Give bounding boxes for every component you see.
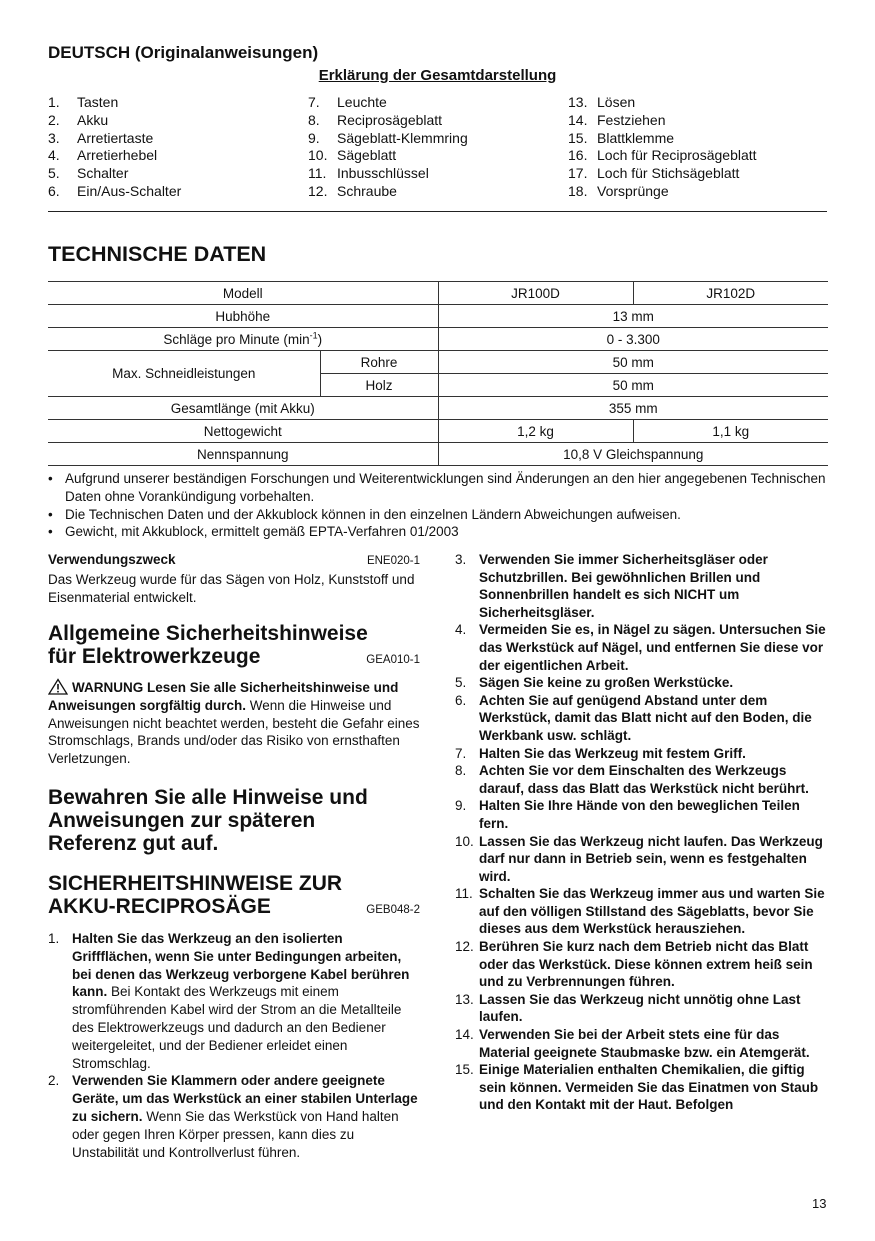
list-bold-text: Achten Sie auf genügend Abstand unter dem Werkstück, damit das Blatt nicht auf den Boden, die Werkbank usw. schlägt. [479,692,812,743]
table-cell: Hubhöhe [48,305,438,328]
keep-heading-line: Bewahren Sie alle Hinweise und [48,786,368,809]
table-row [48,282,828,305]
legend-label: Arretierhebel [77,147,158,164]
legend-item [48,130,181,148]
note-text: Gewicht, mit Akkublock, ermittelt gemäß EPTA-Verfahren 01/2003 [65,524,459,540]
legend-column-1 [48,94,181,201]
legend-num: 6. [48,182,60,199]
table-cell: Max. Schneidleistungen [48,351,320,397]
table-row [48,328,828,351]
note-text: Die Technischen Daten und der Akkublock können in den einzelnen Ländern Abweichungen aufweisen. [65,506,681,522]
table-cell: 50 mm [438,374,828,397]
table-cell: Modell [48,282,438,305]
list-item [455,833,830,886]
warning-icon [48,678,68,695]
list-bold-text: Halten Sie das Werkzeug mit festem Griff. [479,745,746,761]
spec-notes [48,470,838,541]
list-bold-text: Halten Sie Ihre Hände von den beweglichen Teilen fern. [479,798,800,831]
specific-safety-code: GEB048-2 [366,904,420,916]
list-bold-text: Verwenden Sie Klammern oder andere geeignete Geräte, um das Werkstück an einer stabilen Unterlage zu sichern. [72,1073,418,1124]
list-bold-text: Verwenden Sie bei der Arbeit stets eine für das Material geeignete Staubmaske bzw. ein Atemgerät. [479,1027,810,1060]
general-safety-code: GEA010-1 [366,654,420,666]
legend-label: Ein/Aus-Schalter [77,182,182,199]
list-item [455,938,830,991]
list-number: 5. [455,675,467,691]
note-item [48,506,838,524]
legend-title: Erklärung der Gesamtdarstellung [318,67,557,84]
general-safety-title-line2: für Elektrowerkzeuge [48,645,261,668]
legend-item [568,112,757,130]
list-number: 14. [455,1027,474,1043]
table-cell: Nennspannung [48,443,438,466]
page-number: 13 [812,1196,827,1211]
legend-label: Festziehen [597,111,666,128]
list-item [455,621,830,674]
legend-num: 14. [568,111,588,128]
legend-num: 3. [48,129,60,146]
legend-num: 11. [308,165,327,182]
table-cell: Rohre [320,351,438,374]
warning-text: Wenn die Hinweise und Anweisungen nicht beachtet werden, besteht die Gefahr eines Stromschlags, Brands und/oder das Risiko von ernsthaften Verletzungen. [48,697,420,767]
table-row [48,443,828,466]
table-cell: 1,1 kg [633,420,828,443]
intended-use-code: ENE020-1 [366,555,420,567]
legend-label: Sägeblatt [337,147,397,164]
list-bold-text: Achten Sie vor dem Einschalten des Werkzeugs darauf, dass das Blatt das Werkstück nicht berührt. [479,763,809,796]
list-number: 3. [455,552,467,567]
legend-label: Reciprosägeblatt [337,111,443,128]
general-safety-heading [48,622,420,672]
table-cell: 13 mm [438,305,828,328]
legend-num: 2. [48,111,60,128]
legend-num: 17. [568,165,588,182]
legend-label: Loch für Reciprosägeblatt [597,147,757,164]
legend-num: 9. [308,129,320,146]
legend-item [568,183,757,201]
list-bold-text: Einige Materialien enthalten Chemikalien, die giftig sein können. Vermeiden Sie das Einatmen von Staub und den Kontakt mit der Haut. Befolgen [479,1062,819,1113]
list-bold-text: Sägen Sie keine zu großen Werkstücke. [479,675,734,691]
legend-num: 8. [308,111,320,128]
list-item [48,930,420,1072]
keep-instructions-heading [48,786,420,855]
list-number: 1. [48,931,60,946]
keep-heading-line: Anweisungen zur späteren [48,809,316,832]
list-number: 15. [455,1062,474,1078]
legend-label: Lösen [597,94,636,110]
list-text: Bei Kontakt des Werkzeugs mit einem stromführenden Kabel wird der Strom an die Metallteile des Elektrowerkzeugs und dadurch an den Bediener weitergeleitet, und der Bediener erleidet einen Stromschlag. [72,984,402,1071]
intended-use-section [48,551,420,606]
legend-label: Sägeblatt-Klemmring [337,129,468,146]
note-text: Aufgrund unserer beständigen Forschungen und Weiterentwicklungen sind Änderungen an den hier angegebenen Technischen Daten ohne Vorankündigung vorbehalten. [65,471,826,504]
legend-label: Vorsprünge [597,182,669,199]
table-row [48,397,828,420]
legend-item [568,130,757,148]
legend-num: 5. [48,165,60,182]
legend-item [308,112,468,130]
legend-column-3 [568,94,757,201]
legend-item [568,147,757,165]
legend-label: Arretiertaste [77,129,154,146]
list-item [455,1061,830,1114]
list-number: 7. [455,745,467,761]
legend-item [308,183,468,201]
list-number: 10. [455,833,474,849]
legend-item [308,147,468,165]
legend-item [308,165,468,183]
table-cell: Holz [320,374,438,397]
spm-label-close: ) [317,331,323,347]
list-item [455,762,830,797]
legend-label: Schalter [77,165,129,182]
legend-label: Inbusschlüssel [337,165,429,182]
list-item [455,674,830,692]
legend-item [48,112,181,130]
list-number: 9. [455,798,467,814]
bullet-icon: • [48,506,53,522]
table-cell: JR102D [633,282,828,305]
legend-num: 13. [568,94,588,110]
bullet-icon: • [48,524,53,540]
legend-label: Schraube [337,182,397,199]
warning-bold-text: WARNUNG Lesen Sie alle Sicherheitshinweise und Anweisungen sorgfältig durch. [48,680,399,713]
legend-num: 18. [568,182,588,199]
list-number: 6. [455,692,467,708]
table-cell: 50 mm [438,351,828,374]
list-number: 12. [455,939,474,955]
legend-label: Blattklemme [597,129,675,146]
table-cell: 355 mm [438,397,828,420]
legend-label: Tasten [77,94,119,110]
list-item [48,1072,420,1161]
list-item [455,745,830,763]
list-item [455,991,830,1026]
legend-item [48,165,181,183]
list-bold-text: Vermeiden Sie es, in Nägel zu sägen. Untersuchen Sie das Werkstück auf Nägel, und entfernen Sie diese vor der eigentlichen Arbeit. [479,622,826,673]
table-cell: 10,8 V Gleichspannung [438,443,828,466]
note-item [48,523,838,541]
list-number: 2. [48,1073,60,1089]
legend-label: Akku [77,111,109,128]
list-item [455,885,830,938]
legend-item [568,165,757,183]
safety-list-right [455,551,830,1114]
list-item [455,1026,830,1061]
table-cell: JR100D [438,282,633,305]
legend-item [48,183,181,201]
language-title: DEUTSCH (Originalanweisungen) [48,43,319,62]
list-bold-text: Verwenden Sie immer Sicherheitsgläser oder Schutzbrillen. Bei gewöhnlichen Brillen und Sonnenbrillen handelt es sich NICHT um Sicherheitsgläser. [479,552,768,620]
section-divider [48,211,827,212]
intended-use-text: Das Werkzeug wurde für das Sägen von Holz, Kunststoff und Eisenmaterial entwickelt. [48,571,415,605]
spm-label: Schläge pro Minute (min [163,331,310,347]
table-row [48,420,828,443]
legend-item [568,94,757,112]
specs-title: TECHNISCHE DATEN [48,242,267,266]
intended-use-title: Verwendungszweck [48,552,176,567]
table-row [48,351,828,374]
specific-safety-title-line2: AKKU-RECIPROSÄGE [48,895,271,918]
table-cell: Gesamtlänge (mit Akku) [48,397,438,420]
list-number: 11. [455,886,473,902]
spm-superscript: -1 [309,330,318,340]
list-bold-text: Lassen Sie das Werkzeug nicht laufen. Das Werkzeug darf nur dann in Betrieb sein, wenn es festgehalten wird. [479,833,823,884]
specs-table [48,281,828,466]
legend-num: 15. [568,129,588,146]
list-item [455,692,830,745]
table-cell: 1,2 kg [438,420,633,443]
list-number: 8. [455,763,467,779]
legend-num: 4. [48,147,60,164]
list-number: 4. [455,622,467,638]
legend-num: 10. [308,147,328,164]
list-bold-text: Berühren Sie kurz nach dem Betrieb nicht das Blatt oder das Werkstück. Diese können extrem heiß sein und zu Verbrennungen führen. [479,939,813,990]
legend-item [48,94,181,112]
legend-column-2 [308,94,468,201]
list-item [455,551,830,621]
legend-label: Leuchte [337,94,387,110]
general-safety-title-line1: Allgemeine Sicherheitshinweise [48,622,368,645]
bullet-icon: • [48,471,53,486]
list-bold-text: Lassen Sie das Werkzeug nicht unnötig ohne Last laufen. [479,991,801,1025]
legend-num: 12. [308,182,328,199]
legend-item [48,147,181,165]
legend-item [308,130,468,148]
legend-num: 1. [48,94,60,110]
list-text: Wenn Sie das Werkstück von Hand halten oder gegen Ihren Körper pressen, kann dies zu Unstabilität und Kontrollverlust führen. [72,1108,399,1160]
safety-list-left [48,930,420,1161]
warning-paragraph [48,678,420,768]
list-bold-text: Halten Sie das Werkzeug an den isolierten Griffflächen, wenn Sie unter Bedingungen arbeiten, bei denen das Werkzeug verborgene Kabel berühren kann. [72,931,410,1000]
list-bold-text: Schalten Sie das Werkzeug immer aus und warten Sie auf den völligen Stillstand des Sägeblatts, bevor Sie dieses aus dem Werkstück herausziehen. [479,886,825,937]
list-item [455,797,830,832]
table-cell: Nettogewicht [48,420,438,443]
specific-safety-heading [48,872,420,922]
table-cell: 0 - 3.300 [438,328,828,351]
keep-heading-line: Referenz gut auf. [48,832,219,855]
legend-num: 7. [308,94,320,110]
table-row [48,305,828,328]
table-cell [48,328,438,351]
legend-label: Loch für Stichsägeblatt [597,165,740,182]
list-number: 13. [455,991,474,1007]
specific-safety-title-line1: SICHERHEITSHINWEISE ZUR [48,872,343,895]
legend-item [308,94,468,112]
legend-num: 16. [568,147,588,164]
note-item [48,470,838,506]
